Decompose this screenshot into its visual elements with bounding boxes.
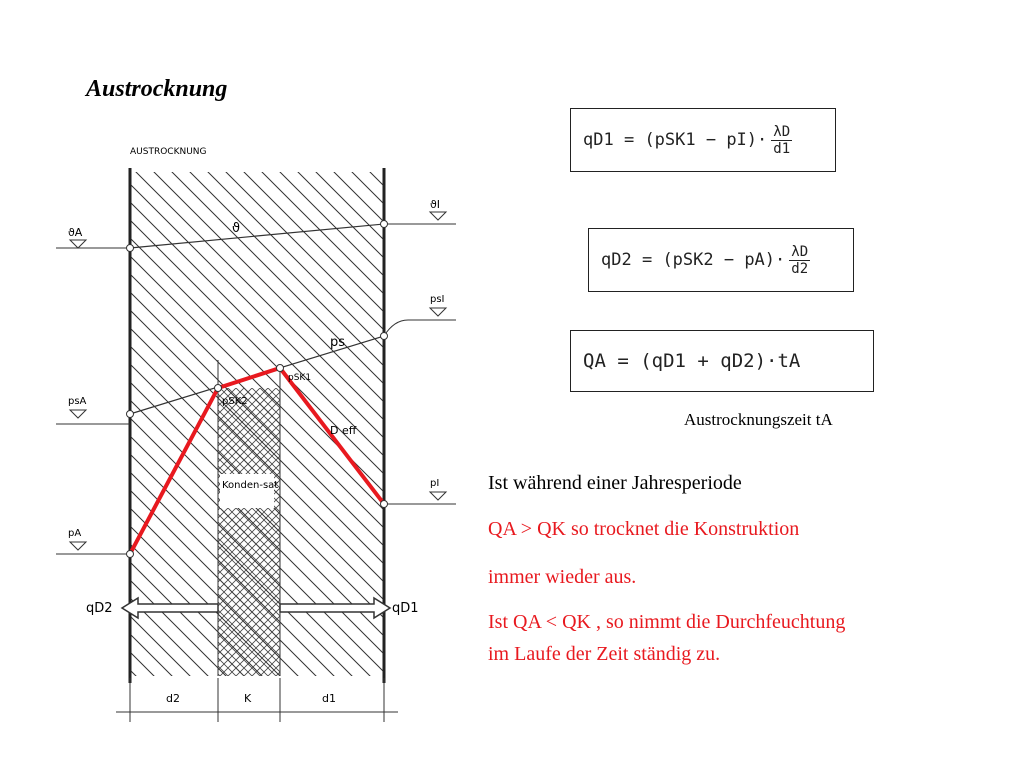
label-p-s: ps <box>330 335 346 350</box>
diagram-heading: AUSTROCKNUNG <box>130 147 207 157</box>
formula-qd1-den: d1 <box>773 140 791 157</box>
formula-qd2-num: λD <box>791 243 809 260</box>
page-title: Austrocknung <box>86 76 228 102</box>
text-line-1: Ist während einer Jahresperiode <box>488 472 742 494</box>
formula-qa <box>570 330 874 392</box>
drying-time-caption: Austrocknungszeit tA <box>684 410 833 429</box>
text-line-5: im Laufe der Zeit ständig zu. <box>488 643 721 665</box>
formula-qa-text: QA = (qD1 + qD2)·tA <box>583 350 801 372</box>
label-p-si: psI <box>430 294 445 305</box>
text-line-4: Ist QA < QK , so nimmt die Durchfeuchtung <box>488 611 846 633</box>
label-p-sk1: pSK1 <box>288 373 312 383</box>
label-theta-i: ϑI <box>430 198 441 211</box>
label-p-sa: psA <box>68 396 87 407</box>
formula-qd1-lhs: qD1 <box>583 130 614 150</box>
text-line-2: QA > QK so trocknet die Konstruktion <box>488 518 800 540</box>
drying-diagram <box>56 128 466 728</box>
label-theta-a: ϑA <box>68 226 83 239</box>
formula-qd2-den: d2 <box>791 260 809 277</box>
label-p-i: pI <box>430 478 440 489</box>
formula-qd1-num: λD <box>773 123 791 140</box>
label-theta: ϑ <box>232 221 241 236</box>
formula-qd1-body: = (pSK1 − pI)· <box>623 130 768 150</box>
label-p-a: pA <box>68 528 82 539</box>
formula-qd2-fraction <box>789 244 810 277</box>
label-d-eff: D eff <box>330 424 357 437</box>
label-dim-k: K <box>244 692 252 705</box>
label-dim-d1: d1 <box>322 692 336 705</box>
formula-qd1 <box>570 108 836 172</box>
condensate-zone <box>218 388 280 676</box>
label-q-d1: qD1 <box>392 601 419 616</box>
label-p-sk2: pSK2 <box>222 396 248 407</box>
label-dim-d2: d2 <box>166 692 180 705</box>
formula-qd2-body: = (pSK2 − pA)· <box>641 250 786 270</box>
formula-qd2 <box>588 228 854 292</box>
formula-qd1-fraction <box>771 124 792 157</box>
text-line-3: immer wieder aus. <box>488 566 637 588</box>
label-q-d2: qD2 <box>86 601 113 616</box>
label-kondensat: Konden-sat <box>222 480 279 491</box>
formula-qd2-lhs: qD2 <box>601 250 632 270</box>
